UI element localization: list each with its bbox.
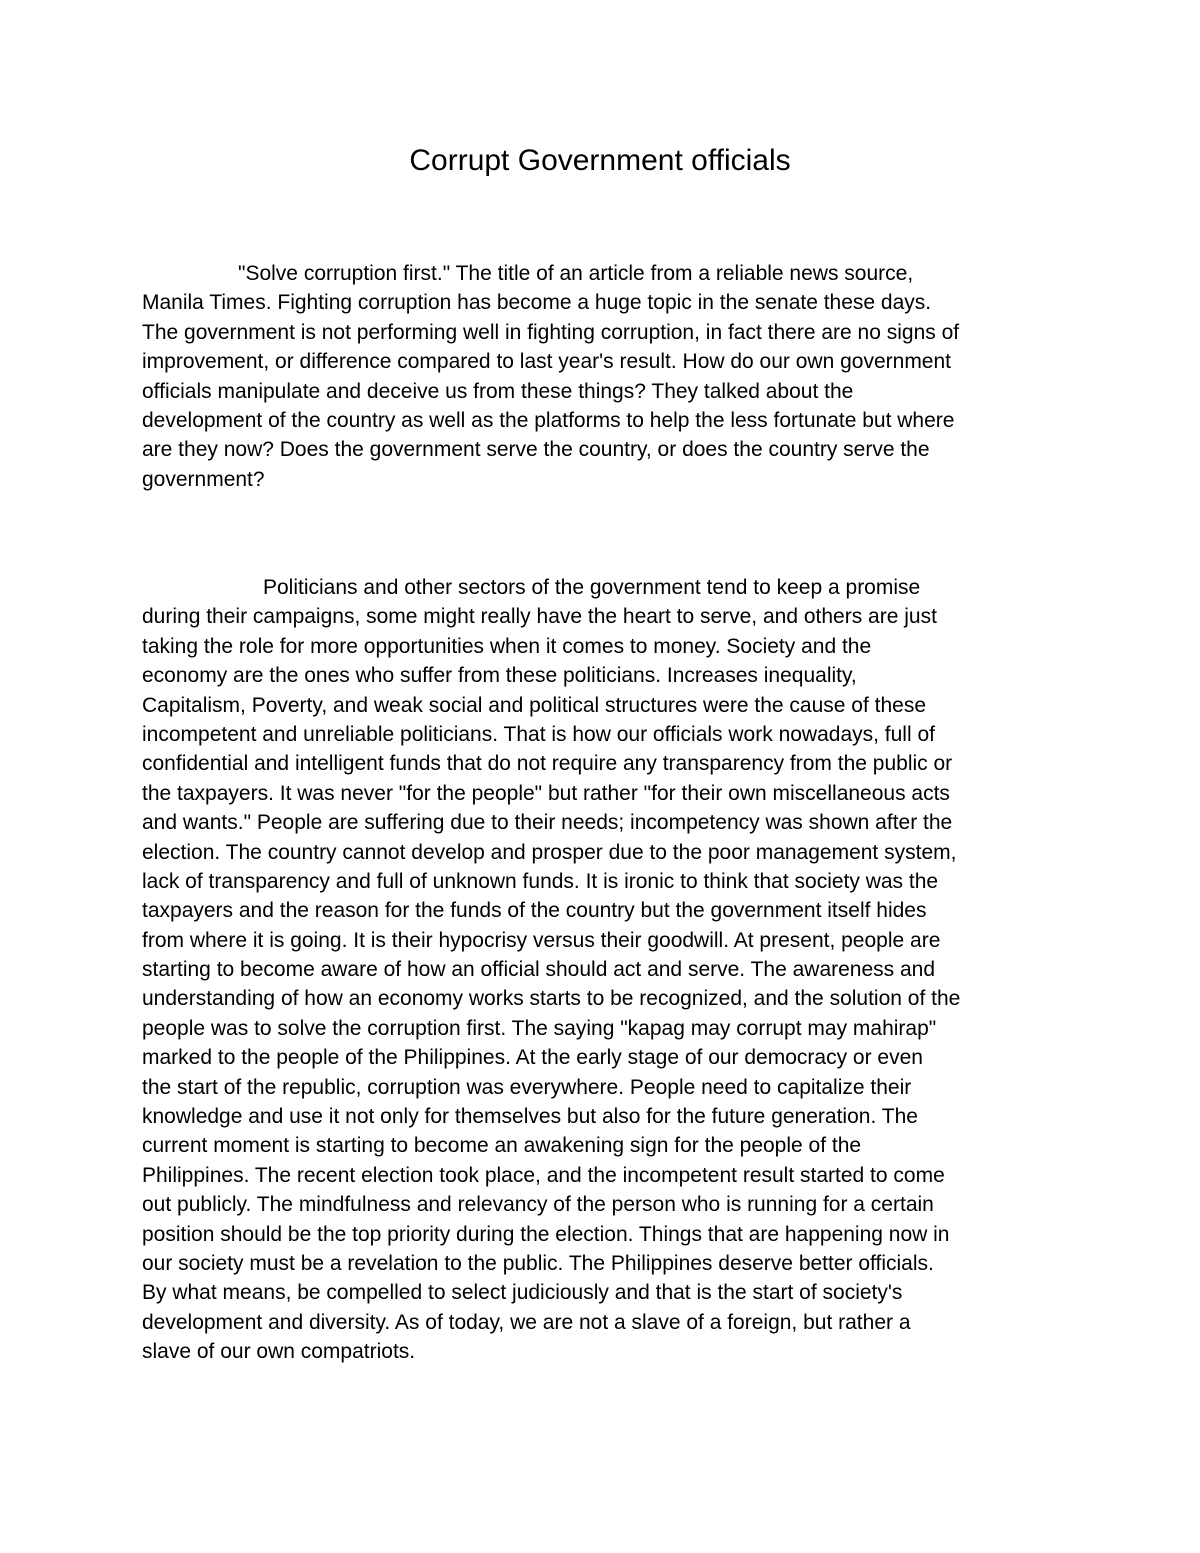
paragraph-line: are they now? Does the government serve the country, or does the country serve the bbox=[142, 438, 930, 462]
paragraph-line: incompetent and unreliable politicians. That is how our officials work nowadays, full of bbox=[142, 722, 935, 746]
paragraph-line: current moment is starting to become an awakening sign for the people of the bbox=[142, 1134, 862, 1158]
paragraph-line: Philippines. The recent election took place, and the incompetent result started to come bbox=[142, 1163, 945, 1187]
paragraph-line: the taxpayers. It was never "for the people" but rather "for their own miscellaneous acts bbox=[142, 781, 950, 805]
paragraph-line: knowledge and use it not only for themselves but also for the future generation. The bbox=[142, 1105, 918, 1129]
paragraph-line: lack of transparency and full of unknown funds. It is ironic to think that society was the bbox=[142, 869, 939, 893]
paragraph-line: The government is not performing well in fighting corruption, in fact there are no signs of bbox=[142, 320, 960, 344]
paragraph-line: "Solve corruption first." The title of an article from a reliable news source, bbox=[238, 262, 914, 285]
paragraph-line: from where it is going. It is their hypocrisy versus their goodwill. At present, people are bbox=[142, 928, 941, 952]
paragraph-line: during their campaigns, some might really have the heart to serve, and others are just bbox=[142, 605, 937, 629]
paragraph-line: taxpayers and the reason for the funds of the country but the government itself hides bbox=[142, 899, 927, 923]
paragraph-line: By what means, be compelled to select judiciously and that is the start of society's bbox=[142, 1281, 903, 1305]
paragraph-line: people was to solve the corruption first. The saying "kapag may corrupt may mahirap" bbox=[142, 1016, 937, 1040]
paragraph-line: our society must be a revelation to the public. The Philippines deserve better officials. bbox=[142, 1251, 934, 1275]
paragraph-line: confidential and intelligent funds that do not require any transparency from the public or bbox=[142, 752, 953, 776]
paragraph-2 bbox=[142, 573, 960, 1367]
paragraph-1 bbox=[142, 259, 959, 494]
paragraph-line: out publicly. The mindfulness and relevancy of the person who is running for a certain bbox=[142, 1193, 934, 1217]
paragraph-line: position should be the top priority during the election. Things that are happening now in bbox=[142, 1222, 950, 1246]
paragraph-line: marked to the people of the Philippines. At the early stage of our democracy or even bbox=[142, 1046, 923, 1070]
document-title: Corrupt Government officials bbox=[409, 144, 791, 177]
paragraph-line: government? bbox=[142, 467, 265, 491]
paragraph-line: officials manipulate and deceive us from these things? They talked about the bbox=[142, 379, 854, 403]
paragraph-line: improvement, or difference compared to last year's result. How do our own government bbox=[142, 350, 952, 374]
paragraph-line: taking the role for more opportunities when it comes to money. Society and the bbox=[142, 634, 872, 658]
paragraph-line: Capitalism, Poverty, and weak social and political structures were the cause of these bbox=[142, 693, 926, 717]
paragraph-line: election. The country cannot develop and prosper due to the poor management system, bbox=[142, 840, 957, 864]
paragraph-line: development and diversity. As of today, we are not a slave of a foreign, but rather a bbox=[142, 1310, 911, 1334]
paragraph-line: the start of the republic, corruption was everywhere. People need to capitalize their bbox=[142, 1075, 912, 1099]
paragraph-line: slave of our own compatriots. bbox=[142, 1340, 416, 1364]
paragraph-line: starting to become aware of how an official should act and serve. The awareness and bbox=[142, 958, 936, 982]
paragraph-line: Politicians and other sectors of the government tend to keep a promise bbox=[263, 576, 921, 599]
paragraph-line: economy are the ones who suffer from these politicians. Increases inequality, bbox=[142, 664, 857, 688]
paragraph-line: Manila Times. Fighting corruption has become a huge topic in the senate these days. bbox=[142, 291, 932, 315]
paragraph-line: and wants." People are suffering due to their needs; incompetency was shown after the bbox=[142, 811, 953, 835]
paragraph-line: understanding of how an economy works starts to be recognized, and the solution of the bbox=[142, 987, 961, 1011]
paragraph-line: development of the country as well as the platforms to help the less fortunate but where bbox=[142, 408, 955, 432]
